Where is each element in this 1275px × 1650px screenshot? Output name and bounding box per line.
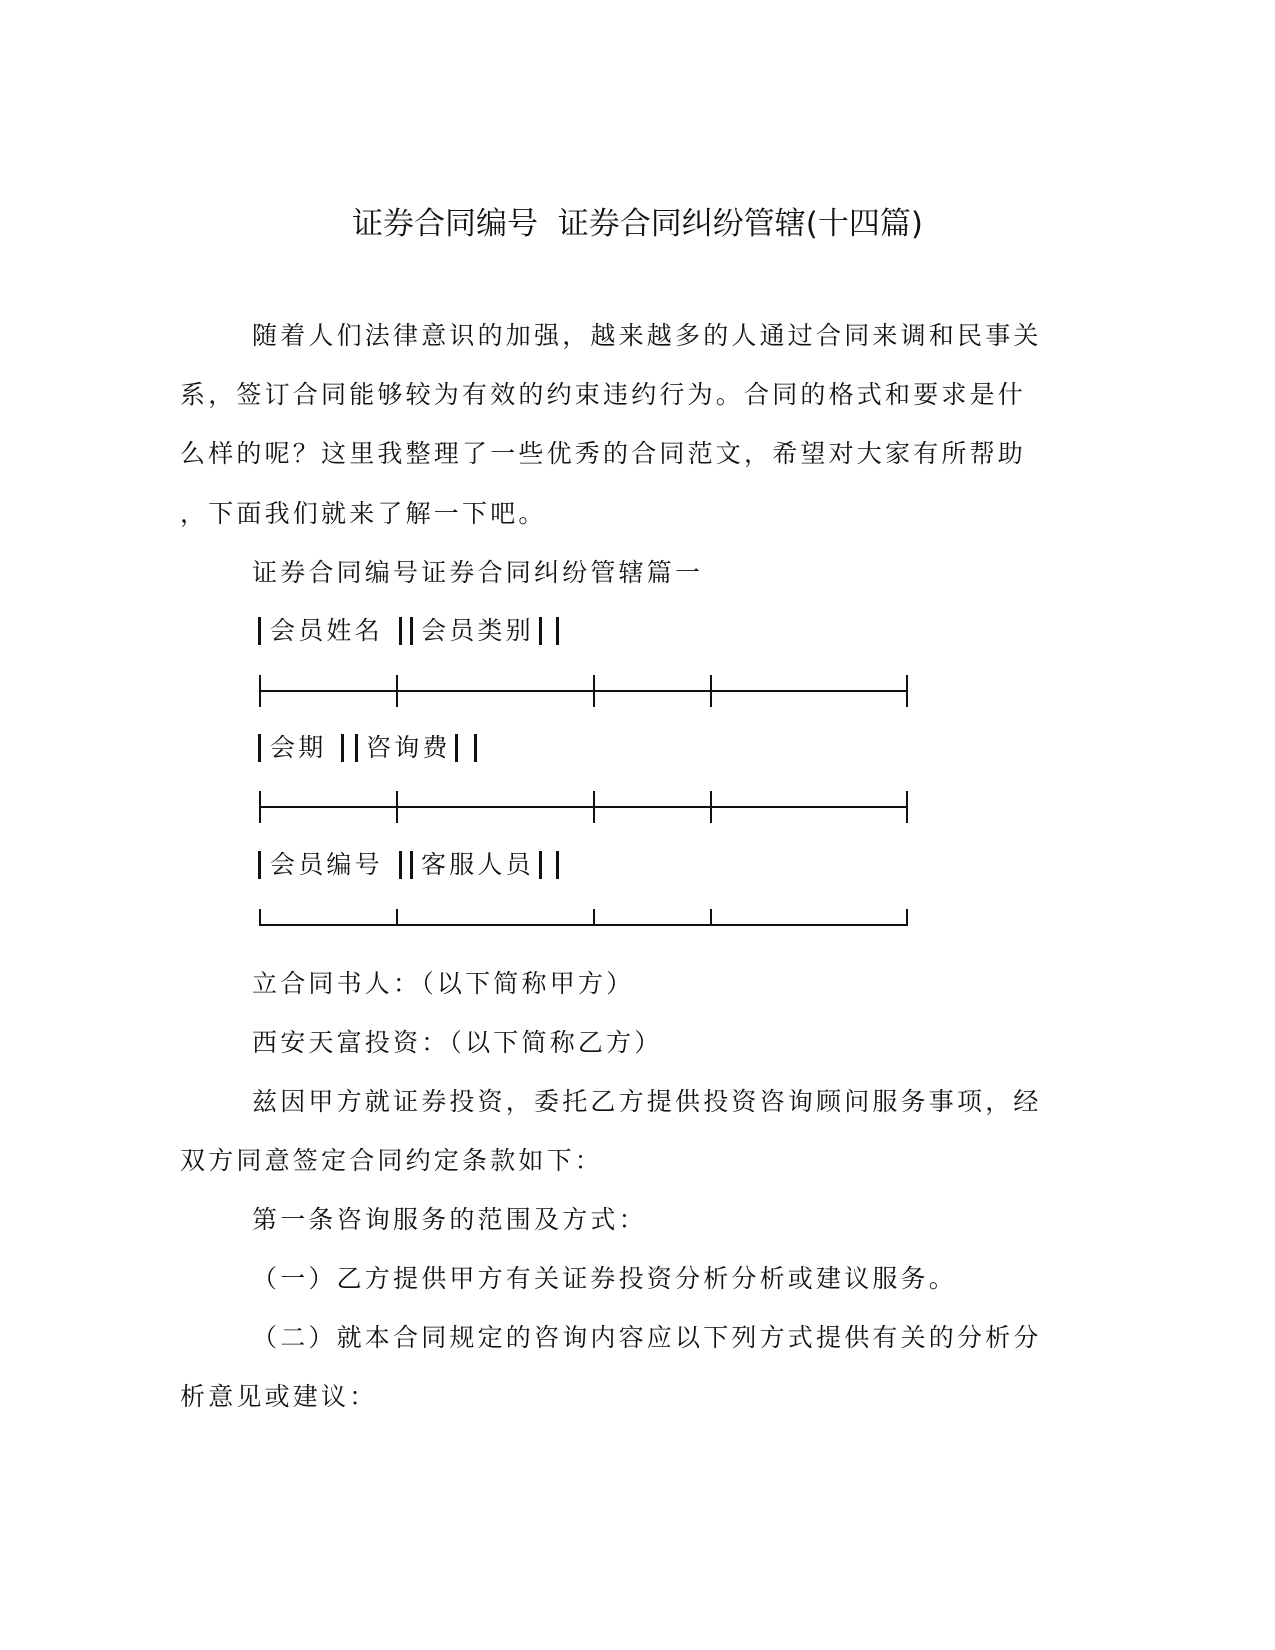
cell-border xyxy=(410,851,413,879)
consulting-fee-label: 咨询费 xyxy=(366,733,451,762)
cell-border xyxy=(258,734,261,762)
cell-border xyxy=(539,851,542,879)
intro-line-1: 随着人们法律意识的加强，越来越多的人通过合同来调和民事关 xyxy=(252,321,1042,350)
member-name-label: 会员姓名 xyxy=(270,616,383,645)
intro-line-2: 系，签订合同能够较为有效的约束违约行为。合同的格式和要求是什 xyxy=(180,380,1027,409)
member-number-label: 会员编号 xyxy=(270,850,383,879)
recital-line-1: 兹因甲方就证券投资，委托乙方提供投资咨询顾问服务事项，经 xyxy=(252,1087,1042,1116)
article-1-item-2-line-1: （二）就本合同规定的咨询内容应以下列方式提供有关的分析分 xyxy=(252,1323,1042,1352)
cell-border xyxy=(355,734,358,762)
article-1-item-2-line-2: 析意见或建议： xyxy=(180,1382,378,1411)
customer-service-label: 客服人员 xyxy=(421,850,534,879)
party-b-line: 西安天富投资：（以下简称乙方） xyxy=(252,1028,663,1057)
document-title: 证券合同编号 证券合同纠纷管辖(十四篇) xyxy=(352,206,923,242)
article-1-item-1: （一）乙方提供甲方有关证券投资分析分析或建议服务。 xyxy=(252,1264,958,1293)
table-rule-bottom xyxy=(259,909,908,925)
intro-line-3: 么样的呢？这里我整理了一些优秀的合同范文，希望对大家有所帮助 xyxy=(180,439,1027,468)
article-1-heading: 第一条咨询服务的范围及方式： xyxy=(252,1205,647,1234)
session-label: 会期 xyxy=(270,733,327,762)
table-rule-1 xyxy=(259,675,908,707)
cell-border xyxy=(556,851,559,879)
party-a-line: 立合同书人：（以下简称甲方） xyxy=(252,969,635,998)
cell-border xyxy=(474,734,477,762)
table-rule-2 xyxy=(259,791,908,823)
cell-border xyxy=(455,734,458,762)
intro-line-4: ，下面我们就来了解一下吧。 xyxy=(180,499,547,528)
member-category-label: 会员类别 xyxy=(421,616,534,645)
recital-line-2: 双方同意签定合同约定条款如下： xyxy=(180,1146,604,1175)
section-heading: 证券合同编号证券合同纠纷管辖篇一 xyxy=(252,558,704,587)
cell-border xyxy=(341,734,344,762)
cell-border xyxy=(399,851,402,879)
cell-border xyxy=(258,851,261,879)
